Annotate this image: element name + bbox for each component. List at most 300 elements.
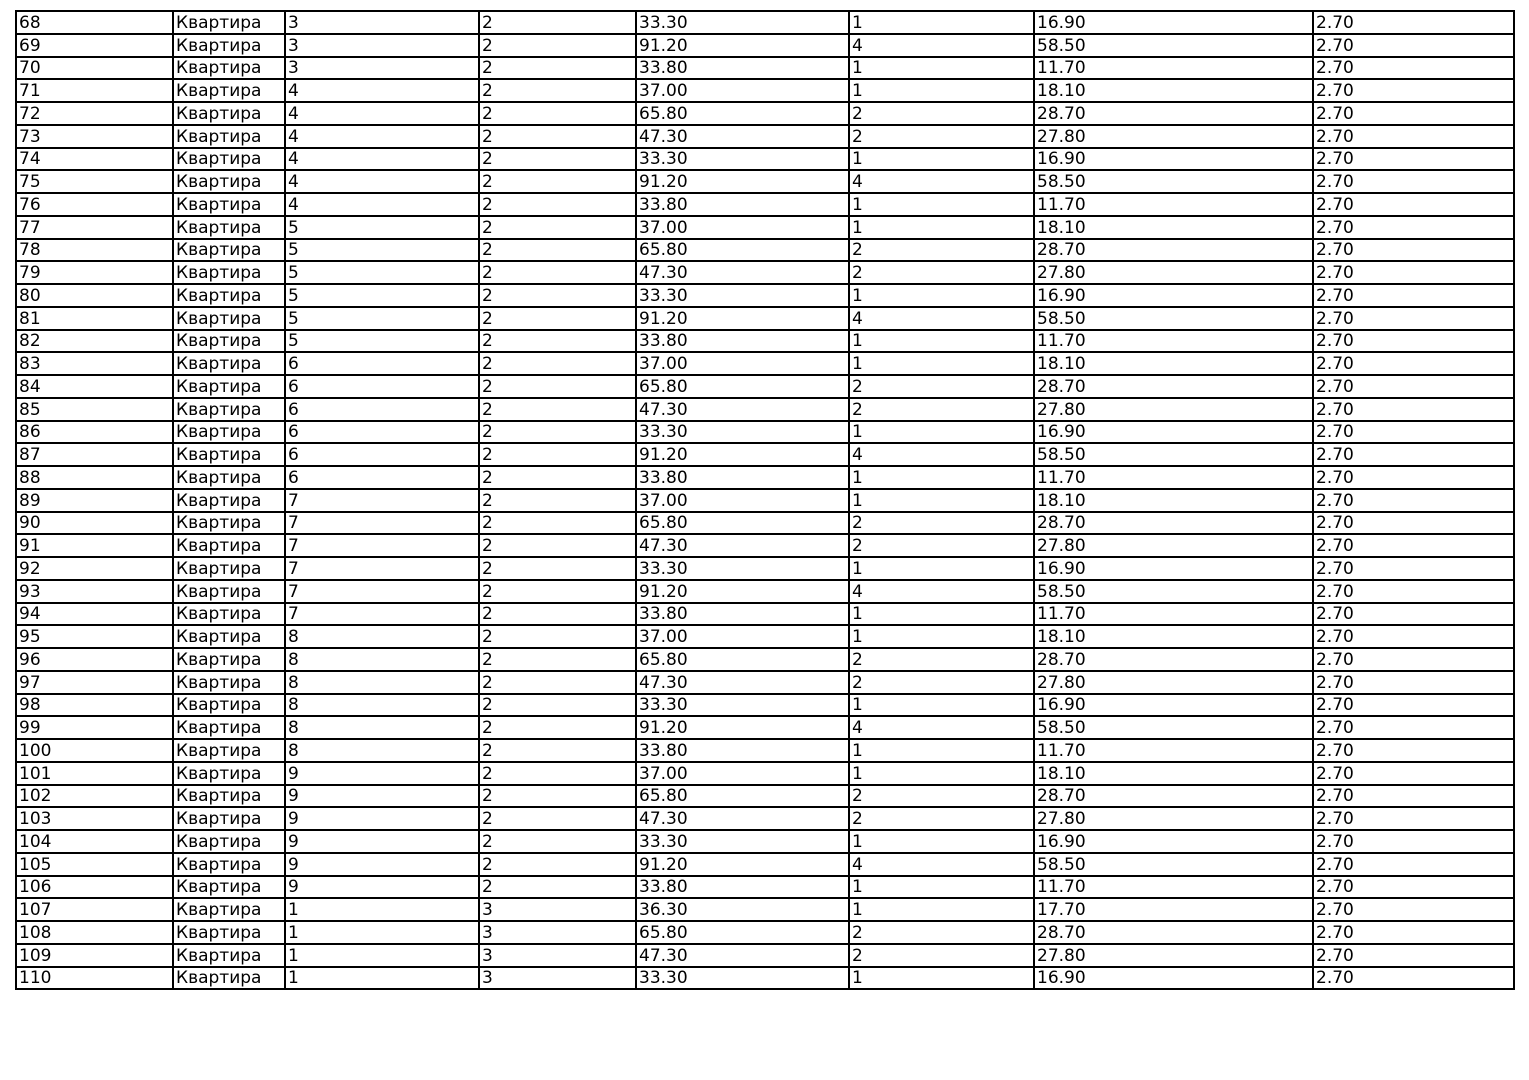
apartment-number-cell: 81	[16, 307, 173, 330]
section-cell: 2	[479, 853, 636, 876]
total-area-cell: 37.00	[636, 79, 849, 102]
table-row	[16, 352, 1514, 375]
floor-cell: 6	[285, 421, 479, 444]
rooms-count-cell: 1	[849, 148, 1034, 171]
floor-cell: 9	[285, 876, 479, 899]
ceiling-height-cell: 2.70	[1313, 443, 1514, 466]
ceiling-height-cell: 2.70	[1313, 421, 1514, 444]
section-cell: 2	[479, 421, 636, 444]
total-area-cell: 65.80	[636, 785, 849, 808]
rooms-count-cell: 2	[849, 648, 1034, 671]
rooms-count-cell: 1	[849, 625, 1034, 648]
section-cell: 2	[479, 79, 636, 102]
premises-type-cell: Квартира	[173, 375, 285, 398]
apartment-number-cell: 95	[16, 625, 173, 648]
floor-cell: 5	[285, 330, 479, 353]
table-row	[16, 421, 1514, 444]
premises-type-cell: Квартира	[173, 398, 285, 421]
total-area-cell: 91.20	[636, 716, 849, 739]
premises-type-cell: Квартира	[173, 443, 285, 466]
apartment-number-cell: 69	[16, 34, 173, 57]
ceiling-height-cell: 2.70	[1313, 785, 1514, 808]
living-area-cell: 28.70	[1034, 239, 1313, 262]
premises-type-cell: Квартира	[173, 148, 285, 171]
apartment-number-cell: 70	[16, 57, 173, 80]
living-area-cell: 58.50	[1034, 716, 1313, 739]
section-cell: 2	[479, 125, 636, 148]
rooms-count-cell: 2	[849, 671, 1034, 694]
section-cell: 3	[479, 967, 636, 990]
living-area-cell: 11.70	[1034, 57, 1313, 80]
premises-type-cell: Квартира	[173, 512, 285, 535]
table-row	[16, 443, 1514, 466]
section-cell: 2	[479, 330, 636, 353]
table-row	[16, 239, 1514, 262]
total-area-cell: 65.80	[636, 102, 849, 125]
living-area-cell: 58.50	[1034, 307, 1313, 330]
total-area-cell: 33.30	[636, 148, 849, 171]
total-area-cell: 65.80	[636, 512, 849, 535]
floor-cell: 4	[285, 79, 479, 102]
rooms-count-cell: 1	[849, 466, 1034, 489]
apartment-number-cell: 101	[16, 762, 173, 785]
living-area-cell: 11.70	[1034, 193, 1313, 216]
table-row	[16, 785, 1514, 808]
total-area-cell: 37.00	[636, 625, 849, 648]
apartment-number-cell: 74	[16, 148, 173, 171]
total-area-cell: 33.80	[636, 739, 849, 762]
rooms-count-cell: 1	[849, 876, 1034, 899]
premises-type-cell: Квартира	[173, 671, 285, 694]
premises-type-cell: Квартира	[173, 648, 285, 671]
premises-type-cell: Квартира	[173, 330, 285, 353]
rooms-count-cell: 4	[849, 34, 1034, 57]
total-area-cell: 47.30	[636, 261, 849, 284]
apartment-number-cell: 104	[16, 830, 173, 853]
premises-type-cell: Квартира	[173, 170, 285, 193]
total-area-cell: 36.30	[636, 898, 849, 921]
ceiling-height-cell: 2.70	[1313, 284, 1514, 307]
living-area-cell: 11.70	[1034, 466, 1313, 489]
rooms-count-cell: 1	[849, 79, 1034, 102]
living-area-cell: 16.90	[1034, 557, 1313, 580]
premises-type-cell: Квартира	[173, 967, 285, 990]
apartment-number-cell: 103	[16, 807, 173, 830]
ceiling-height-cell: 2.70	[1313, 307, 1514, 330]
living-area-cell: 11.70	[1034, 876, 1313, 899]
apartment-number-cell: 96	[16, 648, 173, 671]
section-cell: 2	[479, 557, 636, 580]
apartment-number-cell: 85	[16, 398, 173, 421]
apartment-number-cell: 68	[16, 11, 173, 34]
section-cell: 2	[479, 443, 636, 466]
floor-cell: 5	[285, 239, 479, 262]
section-cell: 2	[479, 375, 636, 398]
floor-cell: 7	[285, 603, 479, 626]
table-row	[16, 489, 1514, 512]
table-row	[16, 284, 1514, 307]
ceiling-height-cell: 2.70	[1313, 261, 1514, 284]
total-area-cell: 47.30	[636, 807, 849, 830]
living-area-cell: 27.80	[1034, 125, 1313, 148]
ceiling-height-cell: 2.70	[1313, 57, 1514, 80]
apartment-number-cell: 87	[16, 443, 173, 466]
premises-type-cell: Квартира	[173, 239, 285, 262]
floor-cell: 6	[285, 443, 479, 466]
premises-type-cell: Квартира	[173, 284, 285, 307]
total-area-cell: 33.30	[636, 557, 849, 580]
total-area-cell: 47.30	[636, 398, 849, 421]
living-area-cell: 16.90	[1034, 421, 1313, 444]
ceiling-height-cell: 2.70	[1313, 34, 1514, 57]
floor-cell: 7	[285, 512, 479, 535]
table-row	[16, 11, 1514, 34]
premises-type-cell: Квартира	[173, 466, 285, 489]
premises-type-cell: Квартира	[173, 603, 285, 626]
premises-type-cell: Квартира	[173, 79, 285, 102]
table-row	[16, 148, 1514, 171]
table-row	[16, 261, 1514, 284]
total-area-cell: 37.00	[636, 216, 849, 239]
apartment-number-cell: 80	[16, 284, 173, 307]
section-cell: 3	[479, 921, 636, 944]
premises-type-cell: Квартира	[173, 921, 285, 944]
rooms-count-cell: 1	[849, 193, 1034, 216]
section-cell: 2	[479, 216, 636, 239]
rooms-count-cell: 2	[849, 512, 1034, 535]
table-row	[16, 466, 1514, 489]
rooms-count-cell: 2	[849, 375, 1034, 398]
floor-cell: 1	[285, 967, 479, 990]
living-area-cell: 18.10	[1034, 216, 1313, 239]
section-cell: 2	[479, 694, 636, 717]
floor-cell: 5	[285, 307, 479, 330]
total-area-cell: 33.80	[636, 603, 849, 626]
floor-cell: 8	[285, 671, 479, 694]
premises-type-cell: Квартира	[173, 762, 285, 785]
floor-cell: 9	[285, 853, 479, 876]
living-area-cell: 28.70	[1034, 785, 1313, 808]
ceiling-height-cell: 2.70	[1313, 625, 1514, 648]
premises-type-cell: Квартира	[173, 739, 285, 762]
living-area-cell: 28.70	[1034, 512, 1313, 535]
living-area-cell: 11.70	[1034, 739, 1313, 762]
apartment-number-cell: 99	[16, 716, 173, 739]
table-row	[16, 762, 1514, 785]
floor-cell: 8	[285, 648, 479, 671]
living-area-cell: 16.90	[1034, 284, 1313, 307]
ceiling-height-cell: 2.70	[1313, 694, 1514, 717]
apartment-number-cell: 88	[16, 466, 173, 489]
living-area-cell: 28.70	[1034, 102, 1313, 125]
living-area-cell: 18.10	[1034, 625, 1313, 648]
floor-cell: 6	[285, 352, 479, 375]
section-cell: 2	[479, 534, 636, 557]
living-area-cell: 27.80	[1034, 398, 1313, 421]
total-area-cell: 33.80	[636, 330, 849, 353]
total-area-cell: 33.80	[636, 57, 849, 80]
living-area-cell: 27.80	[1034, 807, 1313, 830]
total-area-cell: 33.30	[636, 694, 849, 717]
floor-cell: 5	[285, 261, 479, 284]
apartments-table	[15, 10, 1515, 990]
rooms-count-cell: 1	[849, 352, 1034, 375]
apartment-number-cell: 100	[16, 739, 173, 762]
total-area-cell: 33.80	[636, 876, 849, 899]
section-cell: 2	[479, 671, 636, 694]
apartment-number-cell: 76	[16, 193, 173, 216]
section-cell: 2	[479, 580, 636, 603]
apartment-number-cell: 84	[16, 375, 173, 398]
living-area-cell: 58.50	[1034, 170, 1313, 193]
table-row	[16, 739, 1514, 762]
ceiling-height-cell: 2.70	[1313, 967, 1514, 990]
total-area-cell: 33.80	[636, 466, 849, 489]
section-cell: 2	[479, 193, 636, 216]
rooms-count-cell: 1	[849, 967, 1034, 990]
living-area-cell: 27.80	[1034, 944, 1313, 967]
rooms-count-cell: 2	[849, 125, 1034, 148]
total-area-cell: 91.20	[636, 34, 849, 57]
total-area-cell: 47.30	[636, 125, 849, 148]
ceiling-height-cell: 2.70	[1313, 466, 1514, 489]
floor-cell: 4	[285, 170, 479, 193]
floor-cell: 9	[285, 830, 479, 853]
table-row	[16, 807, 1514, 830]
section-cell: 2	[479, 261, 636, 284]
total-area-cell: 91.20	[636, 853, 849, 876]
ceiling-height-cell: 2.70	[1313, 648, 1514, 671]
total-area-cell: 33.30	[636, 284, 849, 307]
ceiling-height-cell: 2.70	[1313, 830, 1514, 853]
living-area-cell: 16.90	[1034, 830, 1313, 853]
rooms-count-cell: 4	[849, 580, 1034, 603]
section-cell: 3	[479, 898, 636, 921]
rooms-count-cell: 2	[849, 239, 1034, 262]
rooms-count-cell: 1	[849, 489, 1034, 512]
table-row	[16, 512, 1514, 535]
living-area-cell: 16.90	[1034, 11, 1313, 34]
table-row	[16, 648, 1514, 671]
ceiling-height-cell: 2.70	[1313, 489, 1514, 512]
ceiling-height-cell: 2.70	[1313, 603, 1514, 626]
table-row	[16, 375, 1514, 398]
section-cell: 2	[479, 284, 636, 307]
living-area-cell: 27.80	[1034, 261, 1313, 284]
rooms-count-cell: 1	[849, 762, 1034, 785]
floor-cell: 8	[285, 739, 479, 762]
section-cell: 2	[479, 466, 636, 489]
total-area-cell: 65.80	[636, 239, 849, 262]
premises-type-cell: Квартира	[173, 557, 285, 580]
rooms-count-cell: 4	[849, 716, 1034, 739]
ceiling-height-cell: 2.70	[1313, 352, 1514, 375]
section-cell: 2	[479, 57, 636, 80]
rooms-count-cell: 2	[849, 261, 1034, 284]
ceiling-height-cell: 2.70	[1313, 898, 1514, 921]
premises-type-cell: Квартира	[173, 193, 285, 216]
ceiling-height-cell: 2.70	[1313, 330, 1514, 353]
table-row	[16, 944, 1514, 967]
section-cell: 2	[479, 739, 636, 762]
living-area-cell: 58.50	[1034, 853, 1313, 876]
rooms-count-cell: 2	[849, 398, 1034, 421]
apartment-number-cell: 92	[16, 557, 173, 580]
premises-type-cell: Квартира	[173, 853, 285, 876]
ceiling-height-cell: 2.70	[1313, 79, 1514, 102]
rooms-count-cell: 4	[849, 443, 1034, 466]
ceiling-height-cell: 2.70	[1313, 125, 1514, 148]
table-row	[16, 34, 1514, 57]
total-area-cell: 33.80	[636, 193, 849, 216]
table-row	[16, 79, 1514, 102]
section-cell: 2	[479, 830, 636, 853]
section-cell: 2	[479, 716, 636, 739]
living-area-cell: 58.50	[1034, 34, 1313, 57]
rooms-count-cell: 1	[849, 830, 1034, 853]
apartment-number-cell: 77	[16, 216, 173, 239]
section-cell: 2	[479, 239, 636, 262]
floor-cell: 1	[285, 944, 479, 967]
total-area-cell: 47.30	[636, 534, 849, 557]
apartment-number-cell: 86	[16, 421, 173, 444]
premises-type-cell: Квартира	[173, 944, 285, 967]
rooms-count-cell: 2	[849, 102, 1034, 125]
premises-type-cell: Квартира	[173, 261, 285, 284]
premises-type-cell: Квартира	[173, 807, 285, 830]
floor-cell: 9	[285, 807, 479, 830]
section-cell: 2	[479, 807, 636, 830]
floor-cell: 6	[285, 398, 479, 421]
apartment-number-cell: 89	[16, 489, 173, 512]
total-area-cell: 91.20	[636, 170, 849, 193]
floor-cell: 9	[285, 762, 479, 785]
ceiling-height-cell: 2.70	[1313, 534, 1514, 557]
apartment-number-cell: 83	[16, 352, 173, 375]
rooms-count-cell: 2	[849, 534, 1034, 557]
section-cell: 2	[479, 34, 636, 57]
living-area-cell: 18.10	[1034, 489, 1313, 512]
section-cell: 2	[479, 785, 636, 808]
living-area-cell: 27.80	[1034, 534, 1313, 557]
section-cell: 2	[479, 352, 636, 375]
rooms-count-cell: 2	[849, 921, 1034, 944]
total-area-cell: 37.00	[636, 762, 849, 785]
living-area-cell: 27.80	[1034, 671, 1313, 694]
table-row	[16, 170, 1514, 193]
premises-type-cell: Квартира	[173, 534, 285, 557]
apartment-number-cell: 82	[16, 330, 173, 353]
table-row	[16, 898, 1514, 921]
apartment-number-cell: 105	[16, 853, 173, 876]
section-cell: 2	[479, 603, 636, 626]
rooms-count-cell: 1	[849, 330, 1034, 353]
floor-cell: 3	[285, 34, 479, 57]
rooms-count-cell: 4	[849, 853, 1034, 876]
living-area-cell: 11.70	[1034, 603, 1313, 626]
premises-type-cell: Квартира	[173, 694, 285, 717]
ceiling-height-cell: 2.70	[1313, 193, 1514, 216]
section-cell: 2	[479, 398, 636, 421]
floor-cell: 4	[285, 148, 479, 171]
rooms-count-cell: 2	[849, 785, 1034, 808]
table-row	[16, 716, 1514, 739]
rooms-count-cell: 2	[849, 944, 1034, 967]
ceiling-height-cell: 2.70	[1313, 580, 1514, 603]
rooms-count-cell: 4	[849, 307, 1034, 330]
total-area-cell: 91.20	[636, 307, 849, 330]
table-row	[16, 830, 1514, 853]
premises-type-cell: Квартира	[173, 216, 285, 239]
apartment-number-cell: 107	[16, 898, 173, 921]
floor-cell: 4	[285, 125, 479, 148]
living-area-cell: 18.10	[1034, 762, 1313, 785]
section-cell: 2	[479, 512, 636, 535]
rooms-count-cell: 1	[849, 11, 1034, 34]
section-cell: 2	[479, 148, 636, 171]
floor-cell: 7	[285, 580, 479, 603]
rooms-count-cell: 1	[849, 421, 1034, 444]
premises-type-cell: Квартира	[173, 307, 285, 330]
apartment-number-cell: 106	[16, 876, 173, 899]
table-row	[16, 967, 1514, 990]
ceiling-height-cell: 2.70	[1313, 944, 1514, 967]
floor-cell: 5	[285, 284, 479, 307]
apartment-number-cell: 93	[16, 580, 173, 603]
ceiling-height-cell: 2.70	[1313, 148, 1514, 171]
table-row	[16, 193, 1514, 216]
section-cell: 2	[479, 307, 636, 330]
section-cell: 2	[479, 11, 636, 34]
premises-type-cell: Квартира	[173, 34, 285, 57]
rooms-count-cell: 2	[849, 807, 1034, 830]
living-area-cell: 18.10	[1034, 79, 1313, 102]
table-row	[16, 330, 1514, 353]
floor-cell: 3	[285, 11, 479, 34]
floor-cell: 7	[285, 557, 479, 580]
living-area-cell: 28.70	[1034, 375, 1313, 398]
floor-cell: 1	[285, 898, 479, 921]
living-area-cell: 16.90	[1034, 967, 1313, 990]
rooms-count-cell: 1	[849, 603, 1034, 626]
floor-cell: 5	[285, 216, 479, 239]
total-area-cell: 47.30	[636, 944, 849, 967]
apartment-number-cell: 110	[16, 967, 173, 990]
section-cell: 2	[479, 102, 636, 125]
table-row	[16, 307, 1514, 330]
section-cell: 2	[479, 170, 636, 193]
living-area-cell: 16.90	[1034, 694, 1313, 717]
floor-cell: 4	[285, 102, 479, 125]
section-cell: 2	[479, 762, 636, 785]
apartment-number-cell: 73	[16, 125, 173, 148]
living-area-cell: 28.70	[1034, 921, 1313, 944]
premises-type-cell: Квартира	[173, 876, 285, 899]
apartment-number-cell: 98	[16, 694, 173, 717]
floor-cell: 8	[285, 625, 479, 648]
premises-type-cell: Квартира	[173, 57, 285, 80]
premises-type-cell: Квартира	[173, 898, 285, 921]
premises-type-cell: Квартира	[173, 11, 285, 34]
table-row	[16, 557, 1514, 580]
apartment-number-cell: 109	[16, 944, 173, 967]
floor-cell: 7	[285, 489, 479, 512]
premises-type-cell: Квартира	[173, 125, 285, 148]
ceiling-height-cell: 2.70	[1313, 739, 1514, 762]
ceiling-height-cell: 2.70	[1313, 762, 1514, 785]
apartment-number-cell: 97	[16, 671, 173, 694]
total-area-cell: 65.80	[636, 375, 849, 398]
